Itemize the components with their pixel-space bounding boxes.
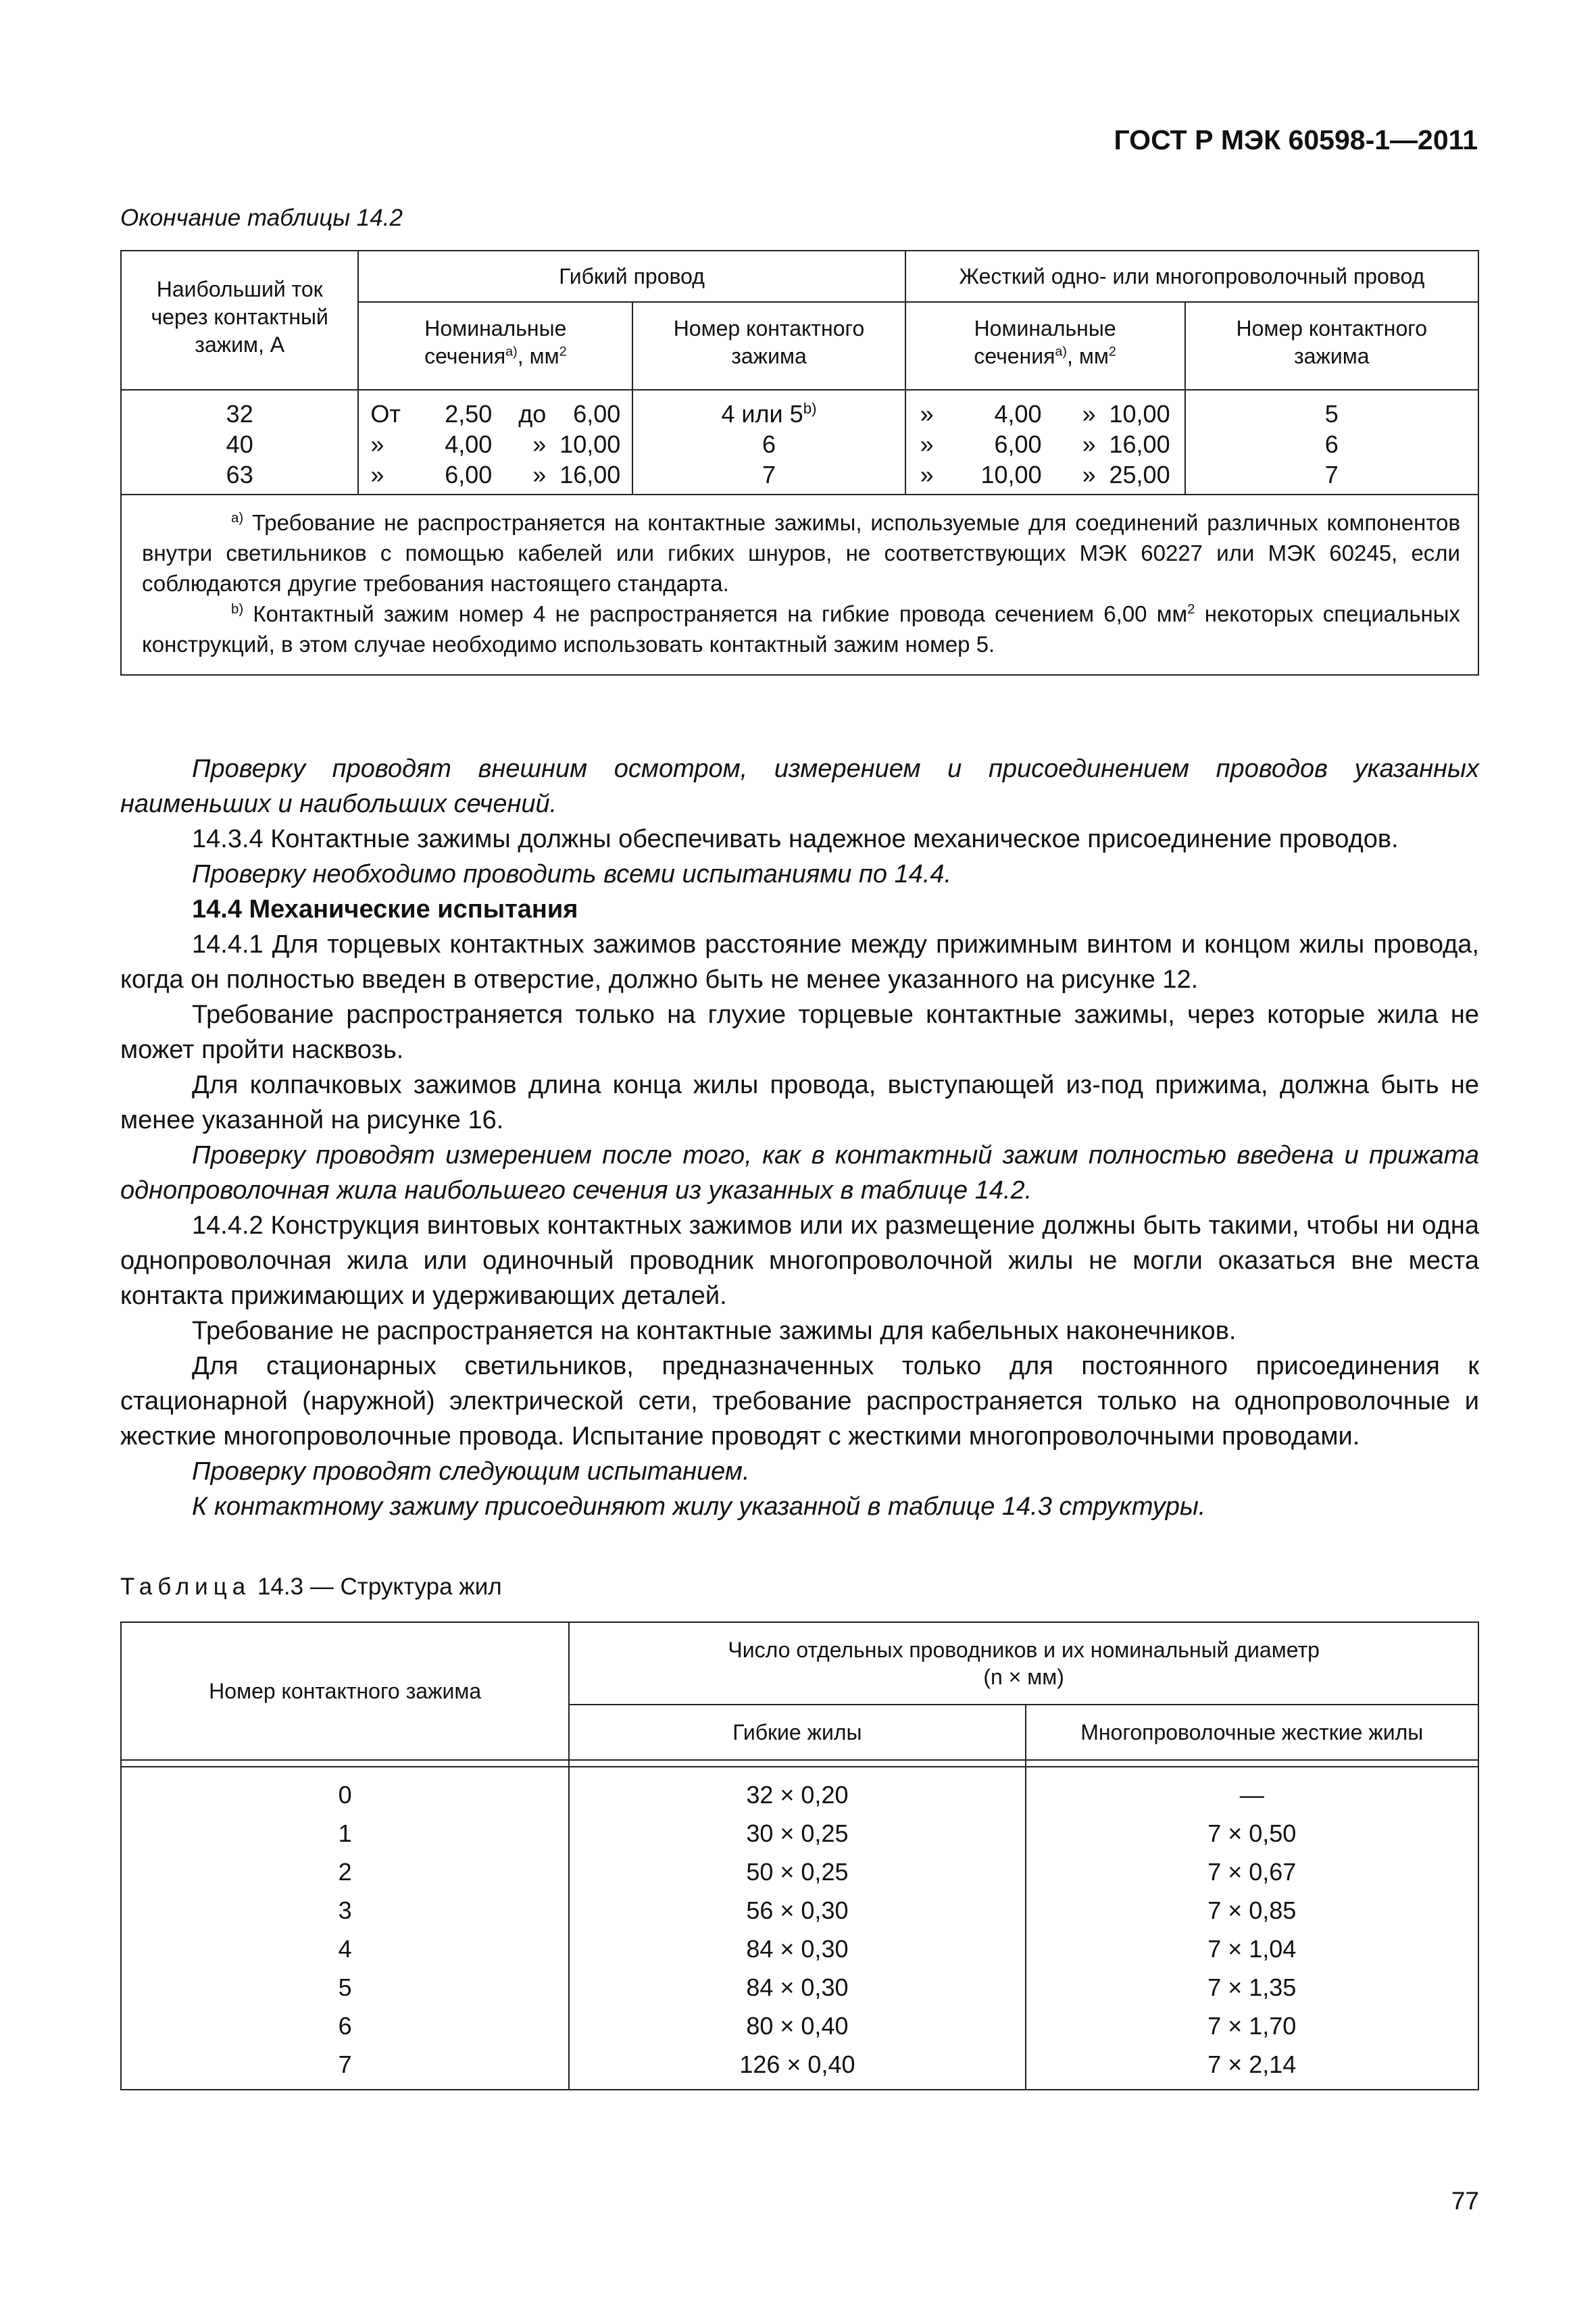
table-row: 0 32 × 0,20 — — [121, 1767, 1478, 1814]
paragraph-14-3-4: 14.3.4 Контактные зажимы должны обеспечивать надежное механическое присоединение проводов. — [192, 825, 1399, 853]
table-14-2 — [120, 250, 1479, 676]
rigid-range-row-1: » 4,00 » 10,00 — [920, 400, 1170, 428]
paragraph-check-following-test: Проверку проводят следующим испытанием. — [192, 1457, 750, 1486]
paragraph-fixed-luminaires: Для стационарных светильников, предназначенных только для постоянного присоединения к стационарной (наружной) электрической сети, требование распространяется только на однопроволочные и жесткие многопроволочные провода. Испытание проводят с жесткими многопроволочными проводами. — [120, 1352, 1479, 1451]
rigid-terminal-row-3: 7 — [1324, 461, 1339, 488]
header-flexible-cores: Гибкие жилы — [569, 1705, 1025, 1760]
table-14-2-caption: Окончание таблицы 14.2 — [120, 205, 403, 231]
paragraph-14-4-2: 14.4.2 Конструкция винтовых контактных зажимов или их размещение должны быть такими, чтобы ни одна однопроволочная жила или одиночный проводник многопроволочной жилы не могли оказаться вне места контакта прижимающих и удерживающих деталей. — [120, 1211, 1479, 1310]
flex-range-row-3: » 6,00 » 16,00 — [370, 461, 621, 488]
flex-range-row-2: » 4,00 » 10,00 — [370, 430, 621, 458]
page-number: 77 — [1451, 2187, 1479, 2215]
table-row: 2 50 × 0,25 7 × 0,67 — [121, 1853, 1478, 1891]
current-63: 63 — [226, 461, 253, 488]
header-rigid-terminal-number: Номер контактного зажима — [1185, 302, 1479, 382]
paragraph-check-14-4: Проверку необходимо проводить всеми испытаниями по 14.4. — [192, 860, 952, 888]
header-flex-terminal-number: Номер контактного зажима — [632, 302, 905, 382]
table-14-3 — [120, 1621, 1479, 2090]
header-max-current: Наибольший ток через контактный зажим, А — [121, 251, 358, 382]
flex-terminal-row-2: 6 — [762, 430, 776, 458]
paragraph-check-measurement: Проверку проводят измерением после того, как в контактный зажим полностью введена и прижата однопроволочная жила наибольшего сечения из указанных в таблице 14.2. — [120, 1141, 1479, 1205]
flex-section-ranges — [358, 390, 632, 495]
header-conductor-count: Число отдельных проводников и их номинальный диаметр (n × мм) — [569, 1622, 1478, 1705]
paragraph-cap-terminals: Для колпачковых зажимов длина конца жилы провода, выступающей из-под прижима, должна быть не менее указанной на рисунке 16. — [120, 1071, 1479, 1134]
rigid-range-row-2: » 6,00 » 16,00 — [920, 430, 1170, 458]
flex-terminal-row-3: 7 — [762, 461, 776, 488]
header-flexible-wire: Гибкий провод — [358, 251, 905, 302]
table-14-2-footnotes — [121, 495, 1478, 675]
paragraph-blind-terminals: Требование распространяется только на глухие торцевые контактные зажимы, через которые жила не может пройти насквозь. — [120, 1001, 1479, 1064]
header-terminal-number: Номер контактного зажима — [121, 1622, 569, 1760]
rigid-range-row-3: » 10,00 » 25,00 — [920, 461, 1170, 488]
paragraph-connect-wire: К контактному зажиму присоединяют жилу указанной в таблице 14.3 структуры. — [192, 1492, 1206, 1521]
section-heading-14-4: 14.4 Механические испытания — [192, 895, 578, 924]
body-text — [120, 751, 1479, 1524]
footnote-a: $^{а)}$ Требование не распространяется на контактные зажимы, используемые для соединений различных компонентов внутри светильников с помощью кабелей или гибких шнуров, не соответствующих МЭК 60227 или МЭК 60245, если соблюдаются другие требования настоящего стандарта. — [142, 510, 1460, 596]
flex-range-row-1: От 2,50 до 6,00 — [370, 400, 621, 428]
paragraph-14-4-1: 14.4.1 Для торцевых контактных зажимов расстояние между прижимным винтом и концом жилы провода, когда он полностью введен в отверстие, должно быть не менее указанного на рисунке 12. — [120, 930, 1479, 994]
rigid-section-ranges — [905, 390, 1185, 495]
document-code-header: ГОСТ Р МЭК 60598-1—2011 — [1114, 124, 1478, 155]
header-flex-nominal-section: Номинальные сечения$^{а)}$, $мм^2$ — [358, 302, 632, 382]
rigid-terminal-numbers — [1185, 390, 1479, 495]
rigid-terminal-row-2: 6 — [1324, 430, 1339, 458]
paragraph-check-inspection: Проверку проводят внешним осмотром, измерением и присоединением проводов указанных наименьших и наибольших сечений. — [120, 755, 1479, 818]
footnote-b: $^{b)}$ Контактный зажим номер 4 не распространяется на гибкие провода сечением 6,00 $мм^2$ некоторых специальных конструкций, в этом случае необходимо использовать контактный зажим номер 5. — [142, 601, 1460, 657]
flex-terminal-row-1: 4 или 5$^{b)}$ — [721, 400, 817, 428]
table-row: 6 80 × 0,40 7 × 1,70 — [121, 2007, 1478, 2045]
current-40: 40 — [226, 430, 253, 458]
current-32: 32 — [226, 400, 253, 428]
table-row: 3 56 × 0,30 7 × 0,85 — [121, 1891, 1478, 1930]
header-rigid-nominal-section: Номинальные сечения$^{а)}$, $мм^2$ — [905, 302, 1185, 382]
table-row: 4 84 × 0,30 7 × 1,04 — [121, 1930, 1478, 1968]
header-rigid-stranded-cores: Многопроволочные жесткие жилы — [1026, 1705, 1478, 1760]
table-row: 1 30 × 0,25 7 × 0,50 — [121, 1814, 1478, 1853]
paragraph-cable-lugs: Требование не распространяется на контактные зажимы для кабельных наконечников. — [192, 1317, 1237, 1345]
rigid-terminal-row-1: 5 — [1324, 400, 1339, 428]
table-row: 7 126 × 0,40 7 × 2,14 — [121, 2045, 1478, 2090]
header-rigid-wire: Жесткий одно- или многопроволочный провод — [905, 251, 1478, 302]
current-values — [121, 390, 358, 495]
table-row: 5 84 × 0,30 7 × 1,35 — [121, 1968, 1478, 2007]
table-14-3-caption: Таблица 14.3 — Структура жил — [120, 1574, 502, 1600]
flex-terminal-numbers — [632, 390, 905, 495]
